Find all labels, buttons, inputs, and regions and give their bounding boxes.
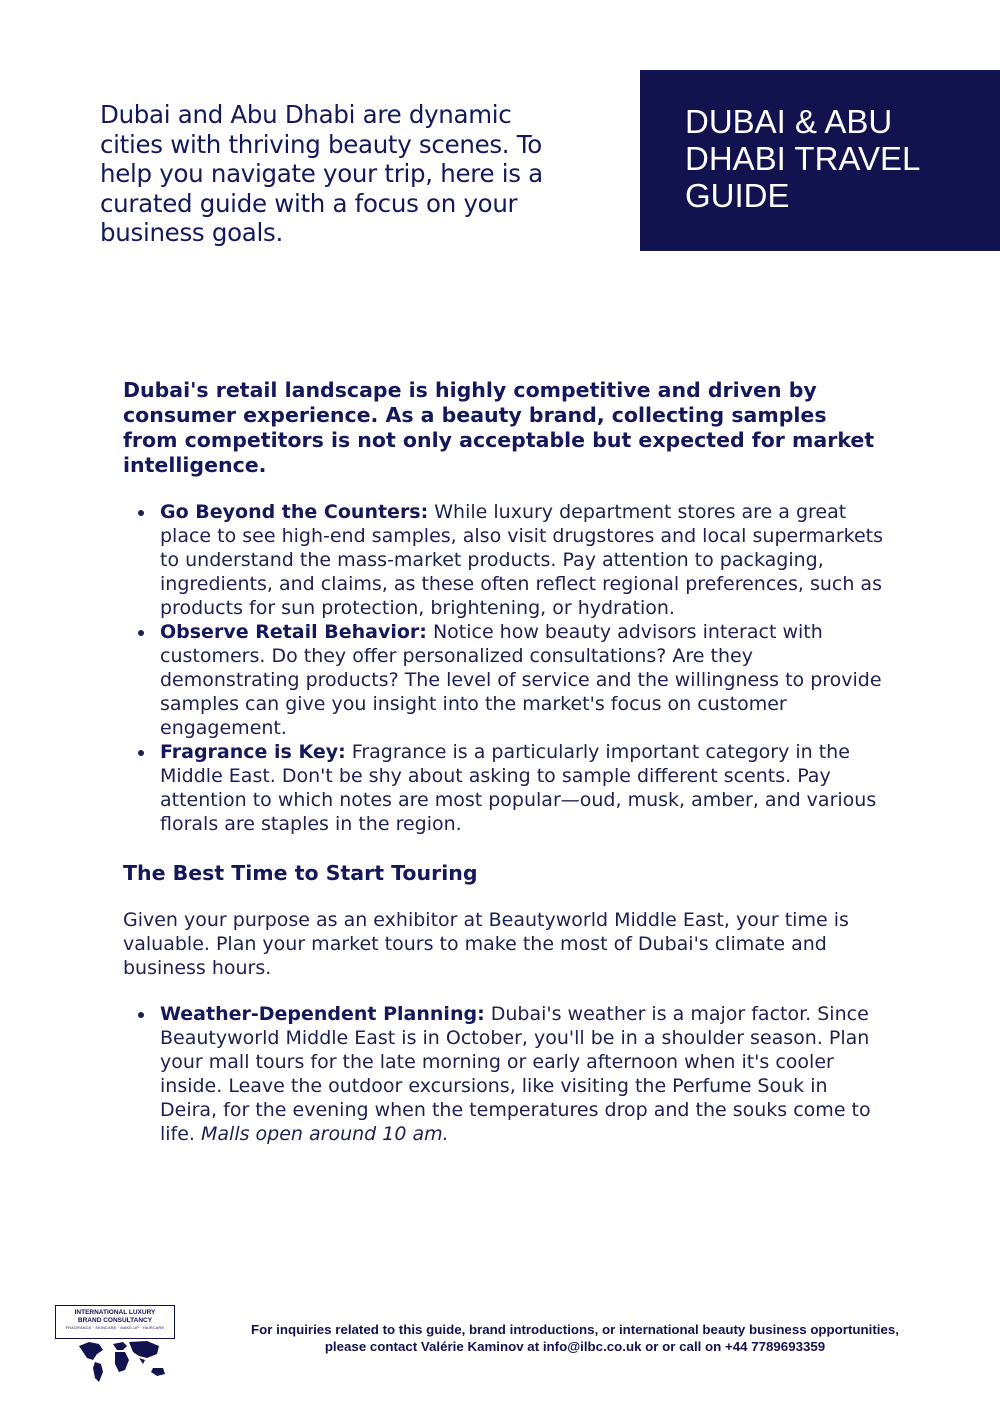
list-item [160, 1002, 883, 1146]
main-content [123, 378, 883, 1146]
bullet-label: Fragrance is Key: [160, 741, 346, 763]
section-heading: The Best Time to Start Touring [123, 861, 478, 885]
bullet-label: Observe Retail Behavior: [160, 621, 427, 643]
footer [55, 1305, 955, 1385]
footer-contact [205, 1321, 945, 1355]
logo-line-2: BRAND CONSULTANCY [77, 1317, 153, 1324]
section-paragraph: Given your purpose as an exhibitor at Beautyworld Middle East, your time is valuable. Plan your market tours to make the most of Dubai's climate and business hours. [123, 909, 849, 979]
world-map-icon [73, 1338, 173, 1384]
intro-paragraph: Dubai and Abu Dhabi are dynamic cities with thriving beauty scenes. To help you navigate your trip, here is a curated guide with a focus on your business goals. [100, 100, 543, 247]
bullet-text: Notice how beauty advisors interact with customers. Do they offer personalized consultations? Are they demonstrating products? The level of service and the willingness to provide samples can give you insight into the market's focus on customer engagement. [160, 621, 882, 739]
footer-line-2: please contact Valérie Kaminov at info@ilbc.co.uk or or call on +44 7789693359 [324, 1339, 826, 1354]
bullet-list-retail [123, 500, 883, 836]
logo-wordmark [55, 1305, 175, 1339]
footer-line-1: For inquiries related to this guide, brand introductions, or international beauty business opportunities, [251, 1322, 899, 1337]
logo-line-1: INTERNATIONAL LUXURY [74, 1309, 156, 1316]
bullet-text: Fragrance is a particularly important category in the Middle East. Don't be shy about asking to sample different scents. Pay attention to which notes are most popular—oud, musk, amber, and various florals are staples in the region. [160, 741, 877, 835]
lead-paragraph: Dubai's retail landscape is highly competitive and driven by consumer experience. As a beauty brand, collecting samples from competitors is not only acceptable but expected for market intelligence. [123, 378, 875, 477]
bullet-text: Dubai's weather is a major factor. Since Beautyworld Middle East is in October, you'll be in a shoulder season. Plan your mall tours for the late morning or early afternoon when it's cooler inside. Leave the outdoor excursions, like visiting the Perfume Souk in Deira, for the evening when the temperatures drop and the souks come to life. [160, 1003, 871, 1145]
list-item [160, 500, 883, 620]
page-title: DUBAI & ABU DHABI TRAVEL GUIDE [685, 103, 920, 214]
bullet-text: While luxury department stores are a great place to see high-end samples, also visit drugstores and local supermarkets to understand the mass-market products. Pay attention to packaging, ingredients, and claims, as these often reflect regional preferences, such as products for sun protection, brightening, or hydration. [160, 501, 883, 619]
logo-tagline: FRAGRANCE · SKINCARE · MAKE-UP · HAIRCARE [65, 1326, 165, 1330]
bullet-italic-note: Malls open around 10 am. [201, 1123, 449, 1145]
bullet-list-timing [123, 1002, 883, 1146]
list-item [160, 620, 883, 740]
bullet-label: Weather-Dependent Planning: [160, 1003, 485, 1025]
bullet-label: Go Beyond the Counters: [160, 501, 429, 523]
title-banner [640, 70, 1000, 251]
company-logo [55, 1305, 175, 1383]
list-item [160, 740, 883, 836]
